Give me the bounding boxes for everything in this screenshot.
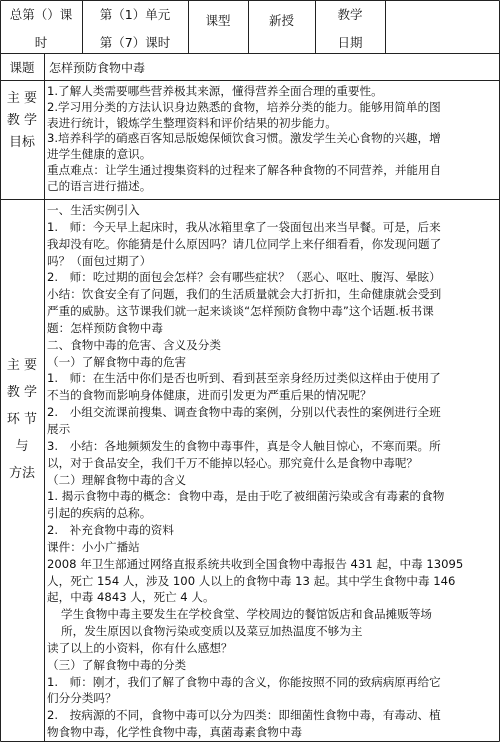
- process-line: 1. 师：刚才，我们了解了食物中毒的含义，你能按照不同的致病病原再给它: [47, 674, 441, 689]
- goals-label: [0, 88, 44, 154]
- goal-line: 进学生健康的意识。: [47, 147, 152, 162]
- header-unit: 第（1）单元: [99, 7, 171, 22]
- process-line: 3. 小结：各地频频发生的食物中毒事件，真是令人触目惊心，不寒而栗。所: [47, 438, 441, 453]
- process-line: 人，死亡 154 人，涉及 100 人以上的食物中毒 13 起。其中学生食物中毒 146: [47, 573, 456, 588]
- process-label-line3: 环 节: [6, 412, 38, 427]
- process-line: 1. 师：今天早上起床时，我从冰箱里拿了一袋面包出来当早餐。可是，后来: [47, 219, 441, 234]
- process-line: 一、生活实例引入: [47, 203, 140, 217]
- header-teaching-date: [315, 6, 385, 52]
- goal-line: 己的语言进行描述。: [47, 178, 152, 193]
- process-line: 学生食物中毒主要发生在学校食堂、学校周边的餐馆饭店和食品摊贩等场: [61, 607, 433, 622]
- goals-label-line1: 主 要: [6, 91, 38, 106]
- process-label: [0, 352, 44, 487]
- process-line: 2. 按病源的不同，食物中毒可以分为四类：即细菌性食物中毒，有毒动、植: [47, 708, 441, 723]
- process-line: 题：怎样预防食物中毒: [47, 320, 163, 335]
- process-label-line1: 主 要: [6, 358, 38, 373]
- goal-line: 2.学习用分类的方法认识身边熟悉的食物，培养分类的能力。能够用简单的图: [47, 99, 441, 114]
- process-line: 起，中毒 4843 人，死亡 4 人。: [47, 590, 215, 605]
- process-line: 2. 小组交流课前搜集、调查食物中毒的案例，分别以代表性的案例进行全班: [47, 405, 441, 420]
- process-line: 物食物中毒，化学性食物中毒，真菌毒素食物中毒: [47, 725, 303, 740]
- process-line: 小结：饮食安全有了问题，我们的生活质量就会大打折扣，生命健康就会受到: [47, 287, 442, 302]
- header-total-lessons-line2: 时: [34, 35, 48, 50]
- topic-value: 怎样预防食物中毒: [49, 61, 146, 75]
- process-line: 们分分类吗？: [47, 691, 117, 706]
- header-lesson-type-value: 新授: [268, 13, 294, 28]
- goals-label-line2: 教 学: [6, 113, 38, 128]
- header-lesson-type-label: 课型: [205, 13, 231, 28]
- process-line: 1. 师：在生活中你们是否也听到、看到甚至亲身经历过类似这样由于使用了: [47, 371, 441, 386]
- process-line: 吗？（面包过期了）: [47, 253, 152, 268]
- process-line: 不当的食物而影响身体健康，进而引发更为严重后果的情况呢？: [47, 388, 372, 403]
- process-label-line2: 教 学: [6, 385, 38, 400]
- header-teaching-date-line2: 日期: [337, 35, 363, 50]
- process-line: 2. 补充食物中毒的资料: [47, 523, 174, 538]
- process-label-line5: 方法: [8, 466, 35, 481]
- process-label-line4: 与: [15, 439, 29, 454]
- process-line: 二、食物中毒的危害、含义及分类: [47, 337, 221, 352]
- process-line: （二）理解食物中毒的含义: [47, 472, 187, 487]
- goals-label-line3: 目标: [8, 135, 35, 150]
- process-line: 1. 揭示食物中毒的概念：食物中毒，是由于吃了被细菌污染或含有毒素的食物: [47, 489, 445, 504]
- process-line: 以，对于食品安全，我们千万不能掉以轻心。那究竟什么是食物中毒呢？: [47, 455, 419, 470]
- goal-line: 表进行统计，锻炼学生整理资料和评价结果的初步能力。: [47, 115, 337, 130]
- goal-line: 1.了解人类需要哪些营养极其来源，懂得营养全面合理的重要性。: [47, 84, 383, 98]
- process-line: （一）了解食物中毒的危害: [47, 354, 187, 369]
- process-line: 引起的疾病的总称。: [47, 506, 152, 521]
- process-text: [47, 202, 495, 741]
- process-line: （三）了解食物中毒的分类: [47, 657, 187, 672]
- goal-line: 3.培养科学的硝惑百客知忌版媳保倾饮食习惯。激发学生关心食物的兴趣，增: [47, 131, 441, 146]
- header-unit-lesson: [82, 6, 188, 52]
- goals-text: [47, 84, 495, 195]
- process-line: 读了以上的小资料，你有什么感想？: [47, 640, 233, 655]
- process-line: 2. 师：吃过期的面包会怎样？会有哪些症状？（恶心、呕吐、腹泻、晕眩）: [47, 270, 441, 285]
- process-line: 严重的威胁。这节课我们就一起来谈谈“怎样预防食物中毒”这个话题.板书课: [47, 304, 434, 319]
- process-line: 2008 年卫生部通过网络直报系统共收到全国食物中毒报告 431 起，中毒 13095: [47, 556, 464, 571]
- process-line: 课件：小小广播站: [47, 539, 140, 554]
- process-line: 所，发生原因以食物污染或变质以及菜豆加热温度不够为主: [61, 624, 363, 639]
- goal-line: 重点难点：让学生通过搜集资料的过程来了解各种食物的不同营养，并能用自: [47, 162, 442, 177]
- process-line: 展示: [47, 421, 71, 436]
- header-teaching-date-line1: 教学: [337, 7, 363, 22]
- topic-label: 课题: [9, 60, 35, 75]
- header-total-lessons: [0, 6, 82, 52]
- header-lesson: 第（7）课时: [99, 35, 171, 50]
- process-line: 我却没有吃。你能猜是什么原因吗？请几位同学上来仔细看看，你发现问题了: [47, 236, 442, 251]
- header-total-lessons-line1: 总第（）课: [9, 7, 73, 22]
